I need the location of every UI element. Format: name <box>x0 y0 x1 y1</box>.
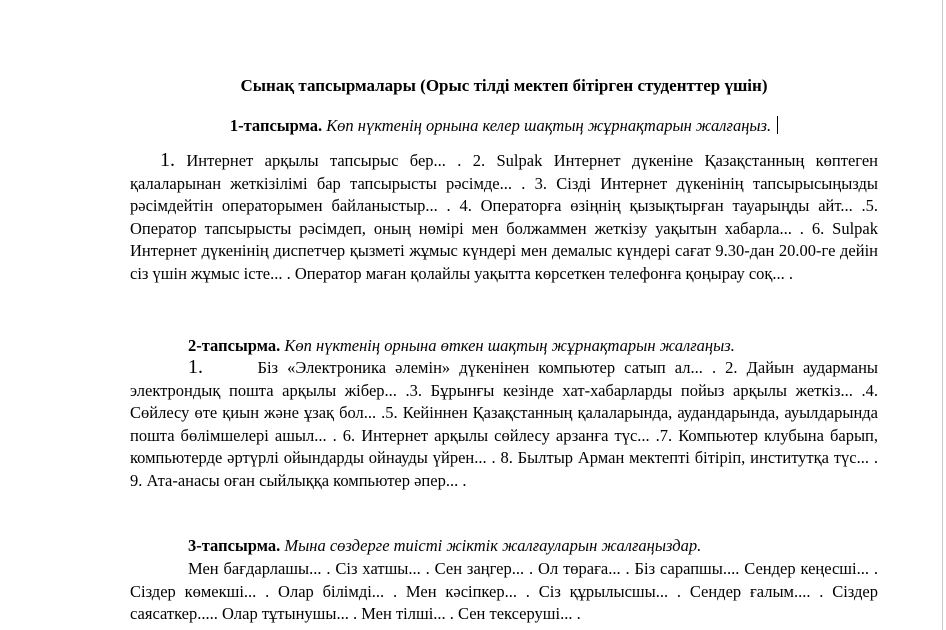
task3-instruction: Мына сөздерге тиісті жіктік жалғауларын жалғаңыздар. <box>284 536 702 555</box>
task3-label: 3-тапсырма. <box>188 536 281 555</box>
task3-paragraph <box>130 558 878 626</box>
task2-first-number: 1. <box>188 356 203 378</box>
task1-first-number: 1. <box>160 149 175 171</box>
task2-label: 2-тапсырма. <box>188 336 281 355</box>
task3-heading <box>188 536 888 556</box>
document-title: Сынақ тапсырмалары (Орыс тілді мектеп бітірген студенттер үшін) <box>240 76 768 95</box>
task2-instruction: Көп нүктенің орнына өткен шақтың жұрнақтарын жалғаңыз. <box>284 336 735 355</box>
task2-text: Біз «Электроника әлемін» дүкенінен компьютер сатып ал... . 2. Дайын аударманы электрондық пошта арқылы жібер... .3. Бұрынғы кезінде хат-хабарларды пойыз арқылы жеткіз... .4. Сөйлесу өте қиын және ұзақ бол... .5. Кейіннен Қазақстанның қалаларында, аудандарында, ауылдарында пошта бөлімшелері ашыл... . 6. Интернет арқылы сөйлесу арзанға түс... .7. Компьютер клубына барып, компьютерде әртүрлі ойындарды ойнауды үйрен... . 8. Былтыр Арман мектепті бітіріп, институтқа түс... . 9. Ата-анасы оған сыйлыққа компьютер әпер... . <box>130 358 879 490</box>
page-edge <box>942 0 943 630</box>
task2-heading <box>188 336 888 356</box>
task1-text: Интернет арқылы тапсырыс бер... . 2. Sulpak Интернет дүкеніне Қазақстанның көптеген қалаларынан жеткізілімі бар тапсырысты рәсімде... . 3. Сізді Интернет дүкенінің тапсырысыңызды рәсімдейтін операторымен байланыстыр... . 4. Операторға өзіңнің қызықтырған тауарыңды айт... .5. Оператор тапсырысты рәсімдеп, оның нөмірі мен болжаммен жеткізу уақытын хабарла... . 6. Sulpak Интернет дүкенінің диспетчер қызметі жұмыс күндері мен демалыс күндері сағат 9.30-дан 20.00-ге дейін сіз үшін жұмыс істе... . Оператор маған қолайлы уақытта көрсеткен телефонға қоңырау соқ... . <box>130 151 878 283</box>
task1-label: 1-тапсырма. <box>229 116 323 135</box>
task1-paragraph <box>130 149 878 285</box>
task1-instruction: Көп нүктенің орнына келер шақтың жұрнақтарын жалғаңыз. <box>326 116 772 135</box>
text-cursor <box>777 116 778 134</box>
task3-text: Мен бағдарлашы... . Сіз хатшы... . Сен заңгер... . Ол төраға... . Біз сарапшы.... Сендер кеңесші... . Сіздер көмекші... . Олар білімді... . Мен кәсіпкер... . Сіз құрылысшы... . Сендер ғалым.... . Сіздер саясаткер..... Олар тұтынушы... . Мен тілші... . Сен тексеруші... . <box>130 559 878 623</box>
task2-paragraph <box>130 356 878 492</box>
task1-heading <box>130 116 878 136</box>
